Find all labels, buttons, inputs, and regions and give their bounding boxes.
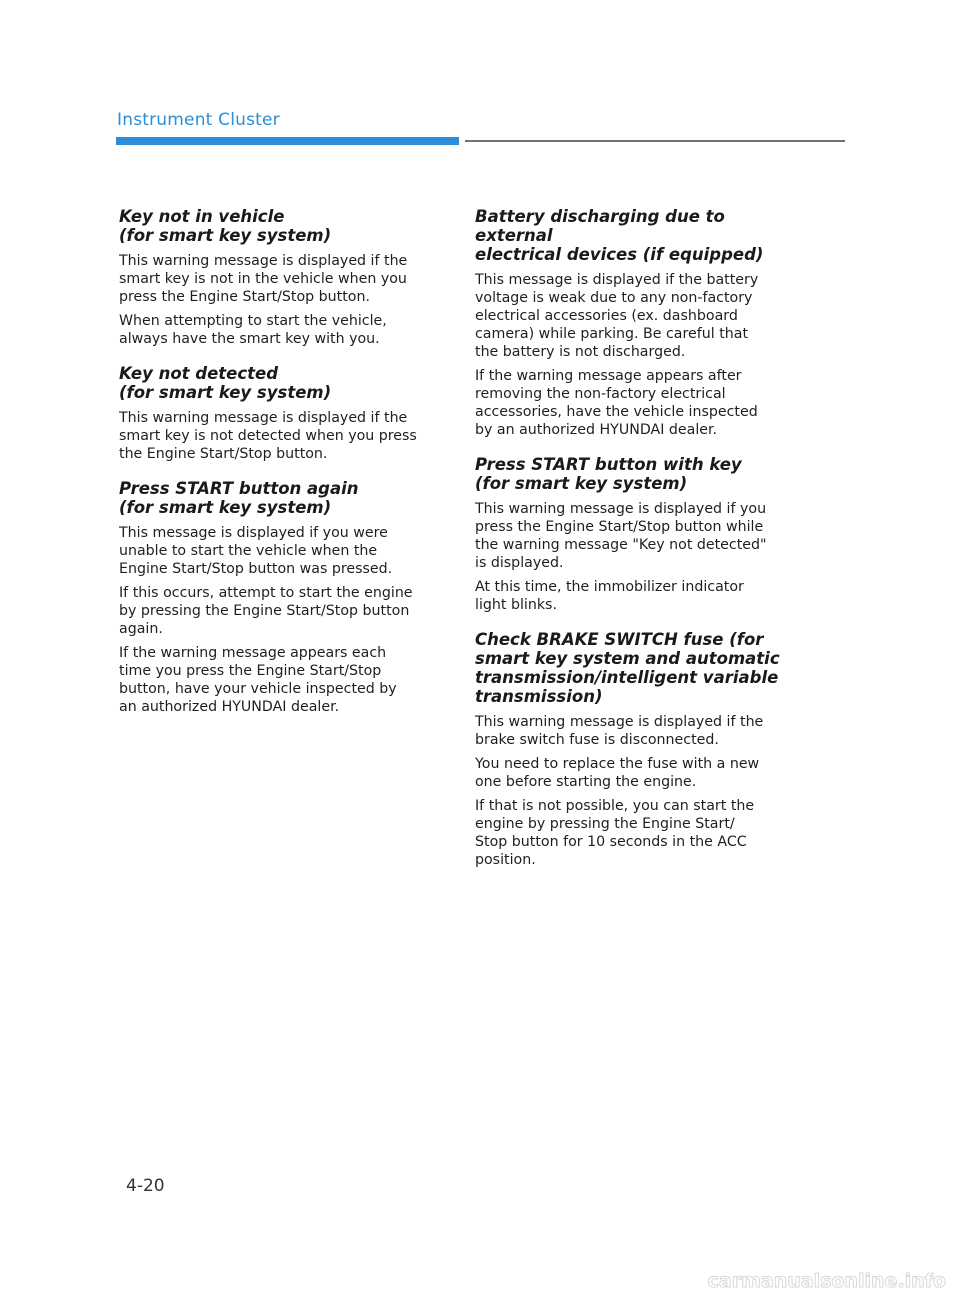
paragraph: This message is displayed if the battery voltage is weak due to any non-factory electrical accessories (ex. dashboard camera) while parking. Be careful that the battery is not discharged. [475, 272, 759, 360]
section-check-brake-switch-fuse [475, 630, 805, 869]
page-number: 4-20 [126, 1176, 165, 1196]
paragraph: If the warning message appears after removing the non-factory electrical accessories, have the vehicle inspected by an authorized HYUNDAI dealer. [475, 368, 758, 438]
heading-press-start-again: Press START button again (for smart key system) [119, 479, 359, 517]
header-divider-line [465, 140, 845, 142]
section-key-not-detected [119, 364, 449, 463]
paragraph: If the warning message appears each time you press the Engine Start/Stop button, have your vehicle inspected by an authorized HYUNDAI dealer. [119, 645, 397, 715]
watermark-logo-art [688, 1266, 948, 1294]
section-press-start-with-key [475, 455, 805, 614]
section-title: Instrument Cluster [117, 110, 280, 130]
paragraph: This warning message is displayed if the smart key is not in the vehicle when you press the Engine Start/Stop button. [119, 253, 408, 305]
heading-press-start-with-key: Press START button with key (for smart key system) [475, 455, 742, 493]
paragraph: This warning message is displayed if the brake switch fuse is disconnected. [475, 714, 764, 748]
paragraph: This warning message is displayed if the smart key is not detected when you press the Engine Start/Stop button. [119, 410, 417, 462]
paragraph: This message is displayed if you were unable to start the vehicle when the Engine Start/Stop button was pressed. [119, 525, 393, 577]
heading-key-not-in-vehicle: Key not in vehicle (for smart key system) [119, 207, 332, 245]
paragraph: If that is not possible, you can start the engine by pressing the Engine Start/ Stop button for 10 seconds in the ACC position. [475, 798, 755, 868]
paragraph: This warning message is displayed if you press the Engine Start/Stop button while the warning message "Key not detected" is displayed. [475, 501, 767, 571]
paragraph: When attempting to start the vehicle, always have the smart key with you. [119, 313, 387, 347]
section-press-start-again [119, 479, 449, 716]
header-accent-bar [116, 137, 459, 145]
watermark-logo [688, 1266, 948, 1294]
paragraph: At this time, the immobilizer indicator light blinks. [475, 579, 744, 613]
watermark-text: carmanualsonline.info [707, 1270, 946, 1292]
left-column [119, 207, 449, 732]
paragraph: If this occurs, attempt to start the engine by pressing the Engine Start/Stop button again. [119, 585, 413, 637]
paragraph: You need to replace the fuse with a new one before starting the engine. [475, 756, 760, 790]
section-battery-discharging [475, 207, 805, 439]
heading-check-brake-switch-fuse: Check BRAKE SWITCH fuse (for smart key system and automatic transmission/intelligent variable transmission) [475, 630, 780, 706]
heading-battery-discharging: Battery discharging due to external electrical devices (if equipped) [475, 207, 764, 264]
section-key-not-in-vehicle [119, 207, 449, 348]
right-column [475, 207, 805, 885]
heading-key-not-detected: Key not detected (for smart key system) [119, 364, 332, 402]
